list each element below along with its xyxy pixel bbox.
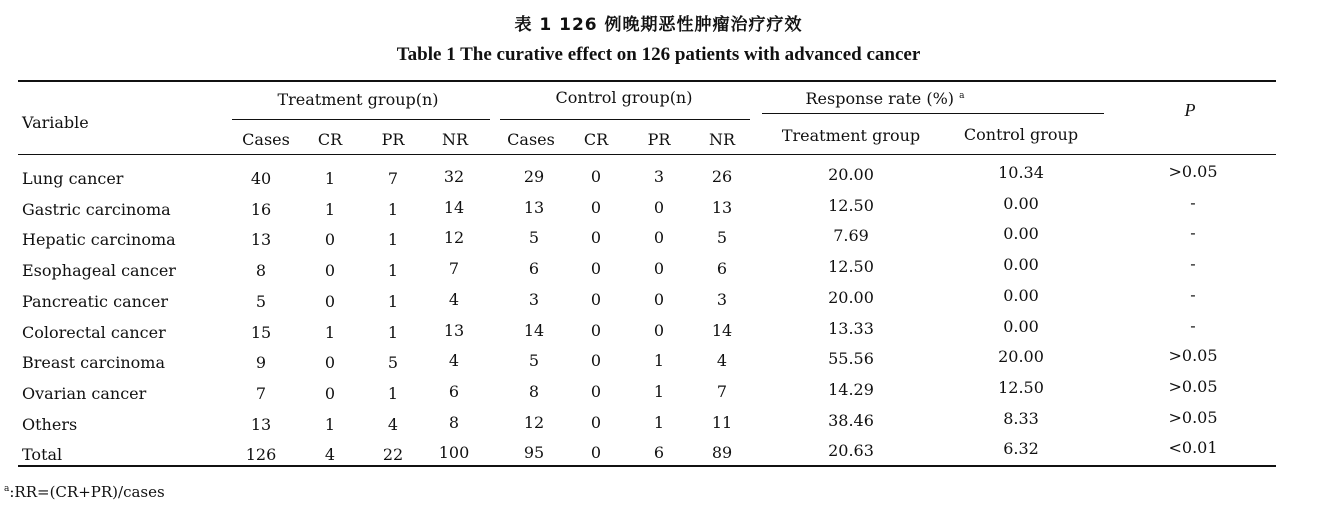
cell-rr-c: 8.33	[1003, 409, 1039, 428]
cell-c-cr: 0	[590, 167, 602, 186]
header-variable: Variable	[22, 113, 89, 132]
cell-p: -	[1190, 223, 1196, 242]
cell-t-cases: 5	[255, 292, 267, 311]
control-group-rule	[500, 119, 750, 120]
cell-c-cr: 0	[590, 382, 602, 401]
cell-t-nr: 13	[443, 321, 465, 340]
subheader-t-pr: PR	[381, 130, 405, 149]
cell-p: >0.05	[1168, 377, 1218, 396]
subheader-t-nr: NR	[441, 130, 469, 149]
cell-t-cases: 7	[255, 384, 267, 403]
header-p: P	[1184, 100, 1196, 120]
cell-t-nr: 32	[443, 167, 465, 186]
cell-c-nr: 5	[716, 228, 728, 247]
row-variable: Hepatic carcinoma	[22, 230, 176, 249]
cell-t-cr: 1	[324, 169, 336, 188]
subheader-c-cases: Cases	[507, 130, 555, 149]
cell-t-cases: 126	[245, 445, 277, 464]
header-response-rate-mark: a	[959, 91, 965, 101]
treatment-group-rule	[232, 119, 490, 120]
cell-t-nr: 7	[448, 259, 460, 278]
cell-t-cr: 4	[324, 445, 336, 464]
cell-rr-c: 0.00	[1003, 255, 1039, 274]
cell-p: -	[1190, 193, 1196, 212]
row-variable: Esophageal cancer	[22, 261, 176, 280]
cell-t-pr: 22	[382, 445, 404, 464]
cell-c-nr: 11	[711, 413, 733, 432]
footnote	[4, 483, 165, 501]
cell-rr-c: 12.50	[998, 378, 1044, 397]
cell-t-cr: 1	[324, 415, 336, 434]
footnote-mark: a	[4, 484, 10, 494]
cell-c-nr: 4	[716, 351, 728, 370]
cell-rr-t: 13.33	[828, 319, 874, 338]
cell-p: -	[1190, 285, 1196, 304]
cell-c-pr: 0	[653, 259, 665, 278]
cell-c-cr: 0	[590, 413, 602, 432]
cell-t-pr: 1	[387, 261, 399, 280]
header-treatment-group: Treatment group(n)	[277, 90, 439, 109]
cell-p: >0.05	[1168, 162, 1218, 181]
cell-t-pr: 1	[387, 230, 399, 249]
cell-c-cases: 13	[523, 198, 545, 217]
row-variable: Colorectal cancer	[22, 323, 166, 342]
cell-t-cr: 0	[324, 261, 336, 280]
cell-rr-t: 20.63	[828, 441, 874, 460]
cell-rr-t: 38.46	[828, 411, 874, 430]
cell-rr-c: 0.00	[1003, 194, 1039, 213]
cell-c-nr: 14	[711, 321, 733, 340]
cell-rr-t: 14.29	[828, 380, 874, 399]
cell-c-pr: 1	[653, 351, 665, 370]
cell-t-cr: 1	[324, 323, 336, 342]
subheader-c-nr: NR	[708, 130, 736, 149]
cell-c-cases: 29	[523, 167, 545, 186]
cell-t-cases: 40	[250, 169, 272, 188]
cell-t-pr: 7	[387, 169, 399, 188]
cell-t-pr: 1	[387, 200, 399, 219]
table-title-english: Table 1 The curative effect on 126 patients with advanced cancer	[396, 44, 921, 65]
cell-t-cases: 9	[255, 353, 267, 372]
cell-rr-t: 55.56	[828, 349, 874, 368]
cell-c-cases: 3	[528, 290, 540, 309]
cell-rr-c: 6.32	[1003, 439, 1039, 458]
cell-c-pr: 1	[653, 413, 665, 432]
cell-rr-t: 20.00	[828, 165, 874, 184]
cell-rr-c: 0.00	[1003, 286, 1039, 305]
cell-c-cases: 5	[528, 228, 540, 247]
cell-c-cr: 0	[590, 290, 602, 309]
top-rule	[18, 80, 1276, 82]
cell-t-cases: 8	[255, 261, 267, 280]
cell-rr-t: 7.69	[833, 226, 869, 245]
cell-c-cr: 0	[590, 259, 602, 278]
footnote-text: :RR=(CR+PR)/cases	[9, 483, 165, 501]
header-response-rate-label: Response rate (%)	[805, 89, 955, 108]
cell-c-nr: 26	[711, 167, 733, 186]
cell-t-cr: 0	[324, 292, 336, 311]
cell-t-cr: 0	[324, 230, 336, 249]
cell-rr-t: 20.00	[828, 288, 874, 307]
cell-c-nr: 3	[716, 290, 728, 309]
cell-t-pr: 5	[387, 353, 399, 372]
cell-t-cases: 15	[250, 323, 272, 342]
cell-p: -	[1190, 254, 1196, 273]
cell-rr-t: 12.50	[828, 196, 874, 215]
cell-t-cases: 16	[250, 200, 272, 219]
cell-t-nr: 8	[448, 413, 460, 432]
cell-c-cases: 12	[523, 413, 545, 432]
cell-p: >0.05	[1168, 408, 1218, 427]
cell-p: <0.01	[1168, 438, 1218, 457]
cell-c-nr: 89	[711, 443, 733, 462]
cell-c-cr: 0	[590, 198, 602, 217]
row-variable: Gastric carcinoma	[22, 200, 171, 219]
cell-c-cr: 0	[590, 228, 602, 247]
row-variable: Breast carcinoma	[22, 353, 166, 372]
row-variable: Pancreatic cancer	[22, 292, 168, 311]
cell-rr-t: 12.50	[828, 257, 874, 276]
cell-p: >0.05	[1168, 346, 1218, 365]
subheader-t-cases: Cases	[242, 130, 290, 149]
cell-t-cr: 0	[324, 353, 336, 372]
cell-c-pr: 0	[653, 321, 665, 340]
cell-t-cr: 1	[324, 200, 336, 219]
subheader-c-pr: PR	[647, 130, 671, 149]
table-title-chinese: 表 1 126 例晚期恶性肿瘤治疗疗效	[514, 15, 803, 35]
cell-t-pr: 1	[387, 292, 399, 311]
cell-t-pr: 1	[387, 323, 399, 342]
cell-t-nr: 4	[448, 351, 460, 370]
row-variable: Ovarian cancer	[22, 384, 147, 403]
header-control-group: Control group(n)	[555, 88, 693, 107]
cell-c-pr: 1	[653, 382, 665, 401]
cell-t-nr: 4	[448, 290, 460, 309]
cell-c-cases: 8	[528, 382, 540, 401]
cell-p: -	[1190, 316, 1196, 335]
cell-t-nr: 6	[448, 382, 460, 401]
cell-t-cases: 13	[250, 230, 272, 249]
bottom-rule	[18, 465, 1276, 467]
cell-rr-c: 20.00	[998, 347, 1044, 366]
cell-c-cases: 5	[528, 351, 540, 370]
cell-c-cases: 95	[523, 443, 545, 462]
cell-c-nr: 13	[711, 198, 733, 217]
header-response-rate	[806, 86, 965, 109]
cell-t-pr: 1	[387, 384, 399, 403]
cell-c-pr: 6	[653, 443, 665, 462]
cell-c-pr: 0	[653, 198, 665, 217]
cell-t-nr: 12	[443, 228, 465, 247]
subheader-t-cr: CR	[317, 130, 343, 149]
subheader-rr-control: Control group	[963, 125, 1079, 144]
cell-c-cases: 14	[523, 321, 545, 340]
cell-c-pr: 0	[653, 290, 665, 309]
cell-c-pr: 0	[653, 228, 665, 247]
cell-c-cr: 0	[590, 443, 602, 462]
subheader-rr-treatment: Treatment group	[781, 126, 921, 145]
cell-c-pr: 3	[653, 167, 665, 186]
cell-t-nr: 14	[443, 198, 465, 217]
header-bottom-rule	[18, 154, 1276, 155]
row-variable: Total	[22, 445, 63, 464]
subheader-c-cr: CR	[583, 130, 609, 149]
row-variable: Others	[22, 415, 78, 434]
cell-t-cr: 0	[324, 384, 336, 403]
cell-c-nr: 7	[716, 382, 728, 401]
cell-t-nr: 100	[438, 443, 470, 462]
cell-rr-c: 0.00	[1003, 317, 1039, 336]
cell-c-cr: 0	[590, 351, 602, 370]
cell-rr-c: 0.00	[1003, 224, 1039, 243]
cell-c-cr: 0	[590, 321, 602, 340]
cell-c-nr: 6	[716, 259, 728, 278]
response-rate-rule	[762, 113, 1104, 114]
cell-c-cases: 6	[528, 259, 540, 278]
cell-t-cases: 13	[250, 415, 272, 434]
cell-rr-c: 10.34	[998, 163, 1044, 182]
row-variable: Lung cancer	[22, 169, 124, 188]
cell-t-pr: 4	[387, 415, 399, 434]
